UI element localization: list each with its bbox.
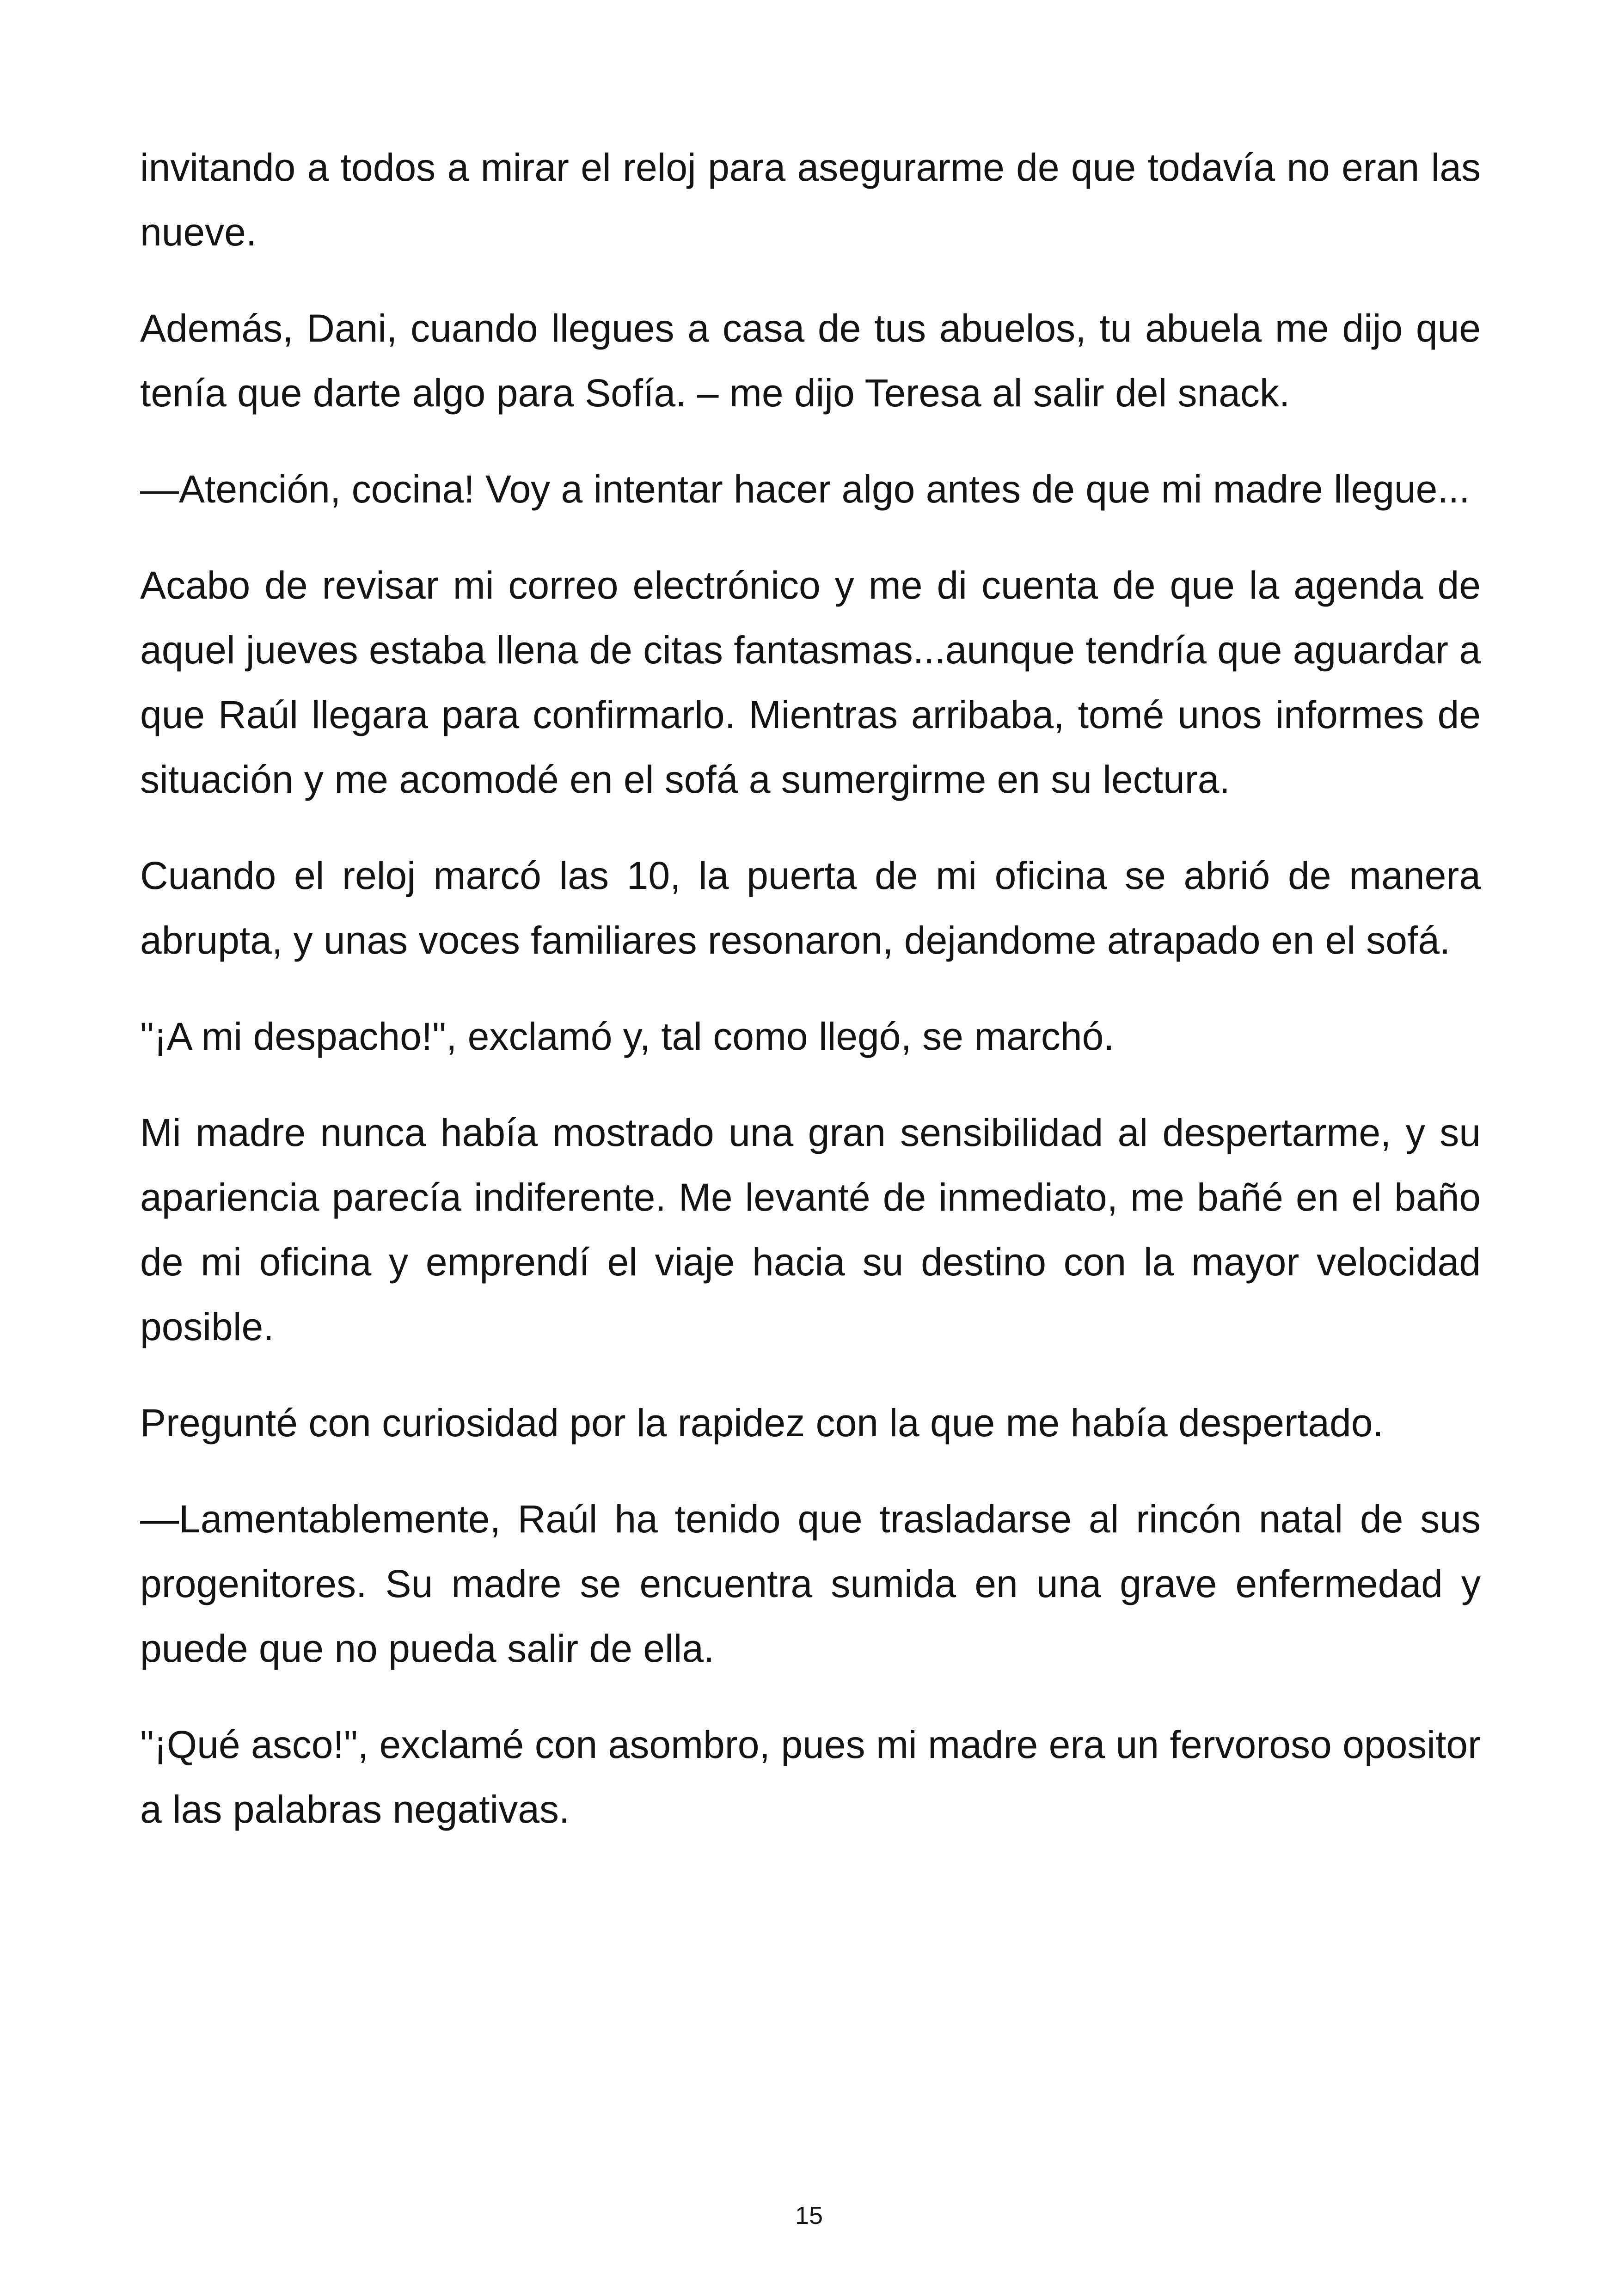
paragraph: —Atención, cocina! Voy a intentar hacer algo antes de que mi madre llegue... (140, 467, 1470, 511)
paragraph: Mi madre nunca había mostrado una gran sensibilidad al despertarme, y su apariencia parecía indiferente. Me levanté de inmediato, me bañé en el baño de mi oficina y emprendí el viaje hacia su destino con la mayor velocidad posible. (140, 1111, 1481, 1348)
body-text (140, 135, 1481, 1873)
paragraph: "¡Qué asco!", exclamé con asombro, pues mi madre era un fervoroso opositor a las palabras negativas. (140, 1723, 1481, 1831)
paragraph: Además, Dani, cuando llegues a casa de tus abuelos, tu abuela me dijo que tenía que darte algo para Sofía. – me dijo Teresa al salir del snack. (140, 306, 1481, 415)
paragraph: invitando a todos a mirar el reloj para asegurarme de que todavía no eran las nueve. (140, 146, 1481, 254)
paragraph: —Lamentablemente, Raúl ha tenido que trasladarse al rincón natal de sus progenitores. Su madre se encuentra sumida en una grave enfermedad y puede que no pueda salir de ella. (140, 1497, 1481, 1670)
paragraph: "¡A mi despacho!", exclamó y, tal como llegó, se marchó. (140, 1015, 1115, 1058)
paragraph: Acabo de revisar mi correo electrónico y me di cuenta de que la agenda de aquel jueves estaba llena de citas fantasmas...aunque tendría que aguardar a que Raúl llegara para confirmarlo. Mientras arribaba, tomé unos informes de situación y me acomodé en el sofá a sumergirme en su lectura. (140, 563, 1481, 801)
paragraph: Pregunté con curiosidad por la rapidez con la que me había despertado. (140, 1401, 1384, 1445)
page-number: 15 (795, 2202, 823, 2229)
paragraph: Cuando el reloj marcó las 10, la puerta de mi oficina se abrió de manera abrupta, y unas voces familiares resonaron, dejandome atrapado en el sofá. (140, 854, 1481, 962)
